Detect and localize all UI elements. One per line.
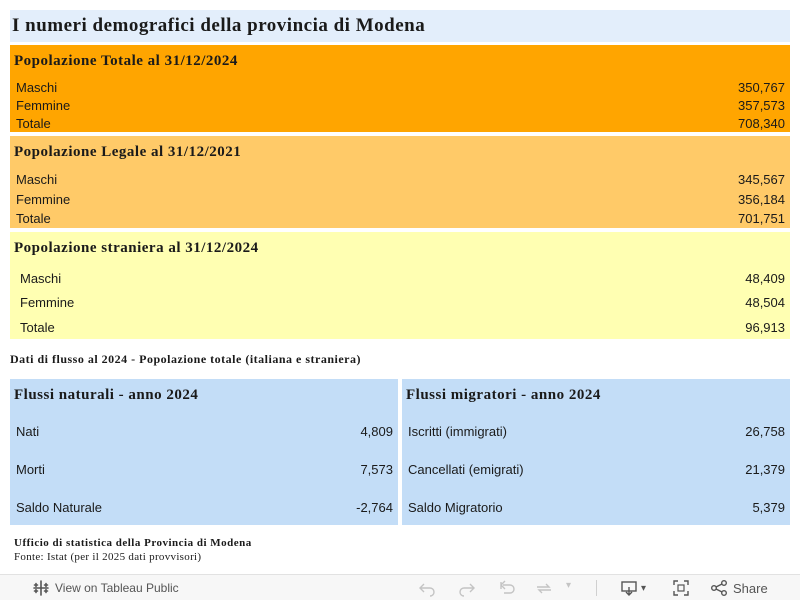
row-label: Maschi (20, 271, 62, 286)
flussi-subtitle: Dati di flusso al 2024 - Popolazione totale (italiana e straniera) (10, 352, 361, 366)
panel-heading: Popolazione Legale al 31/12/2021 (14, 144, 242, 160)
row-label: Maschi (16, 172, 58, 187)
share-label: Share (733, 580, 768, 596)
row-label: Nati (16, 424, 40, 439)
pause-dropdown-icon[interactable]: ▾ (566, 580, 572, 591)
row-label: Femmine (16, 192, 71, 207)
table-row (16, 192, 785, 207)
row-value: 5,379 (752, 500, 785, 515)
table-row (16, 116, 785, 131)
table-row (16, 98, 785, 113)
row-value: 96,913 (745, 320, 785, 335)
table-row (20, 320, 785, 335)
row-value: 4,809 (360, 424, 393, 439)
fullscreen-icon[interactable] (672, 579, 690, 597)
row-value: 21,379 (745, 462, 785, 477)
row-value: 708,340 (738, 116, 785, 131)
row-label: Saldo Naturale (16, 500, 102, 515)
view-on-tableau-label: View on Tableau Public (55, 581, 179, 595)
table-row (408, 424, 785, 439)
panel-heading: Flussi migratori - anno 2024 (406, 387, 601, 403)
row-value: 701,751 (738, 211, 785, 226)
row-value: 48,504 (745, 295, 785, 310)
tableau-logo-icon (32, 579, 50, 597)
row-value: 48,409 (745, 271, 785, 286)
row-label: Totale (16, 116, 51, 131)
row-value: 356,184 (738, 192, 785, 207)
panel-popolazione-totale (10, 45, 790, 132)
panel-flussi-naturali (10, 379, 398, 525)
page-title: I numeri demografici della provincia di Modena (10, 10, 790, 42)
redo-icon[interactable] (458, 579, 476, 597)
panel-popolazione-straniera (10, 232, 790, 339)
row-label: Totale (16, 211, 51, 226)
table-row (16, 424, 393, 439)
panel-heading: Popolazione straniera al 31/12/2024 (14, 240, 259, 256)
view-on-tableau-link[interactable] (32, 579, 179, 597)
row-value: 345,567 (738, 172, 785, 187)
footer-source: Fonte: Istat (per il 2025 dati provvisori) (14, 551, 202, 563)
row-label: Femmine (20, 295, 75, 310)
row-value: 357,573 (738, 98, 785, 113)
table-row (20, 295, 785, 310)
table-row (16, 211, 785, 226)
chevron-down-icon: ▾ (641, 582, 647, 594)
row-label: Totale (20, 320, 55, 335)
undo-icon[interactable] (418, 579, 436, 597)
row-label: Maschi (16, 80, 58, 95)
download-button[interactable] (620, 579, 646, 597)
row-label: Morti (16, 462, 45, 477)
refresh-icon[interactable] (535, 579, 553, 597)
panel-flussi-migratori (402, 379, 790, 525)
table-row (408, 500, 785, 515)
table-row (16, 462, 393, 477)
table-row (408, 462, 785, 477)
revert-icon[interactable] (498, 579, 516, 597)
panel-heading: Popolazione Totale al 31/12/2024 (14, 53, 238, 69)
table-row (16, 500, 393, 515)
row-label: Iscritti (immigrati) (408, 424, 507, 439)
tableau-toolbar (0, 574, 800, 600)
panel-popolazione-legale (10, 136, 790, 228)
row-value: 7,573 (360, 462, 393, 477)
download-icon (620, 579, 638, 597)
row-label: Femmine (16, 98, 71, 113)
toolbar-divider (596, 580, 597, 596)
row-value: -2,764 (356, 500, 393, 515)
row-value: 350,767 (738, 80, 785, 95)
share-icon (710, 579, 728, 597)
row-label: Saldo Migratorio (408, 500, 503, 515)
share-button[interactable] (710, 579, 768, 597)
table-row (20, 271, 785, 286)
row-label: Cancellati (emigrati) (408, 462, 524, 477)
footer-office: Ufficio di statistica della Provincia di Modena (14, 537, 252, 549)
table-row (16, 80, 785, 95)
table-row (16, 172, 785, 187)
row-value: 26,758 (745, 424, 785, 439)
panel-heading: Flussi naturali - anno 2024 (14, 387, 199, 403)
